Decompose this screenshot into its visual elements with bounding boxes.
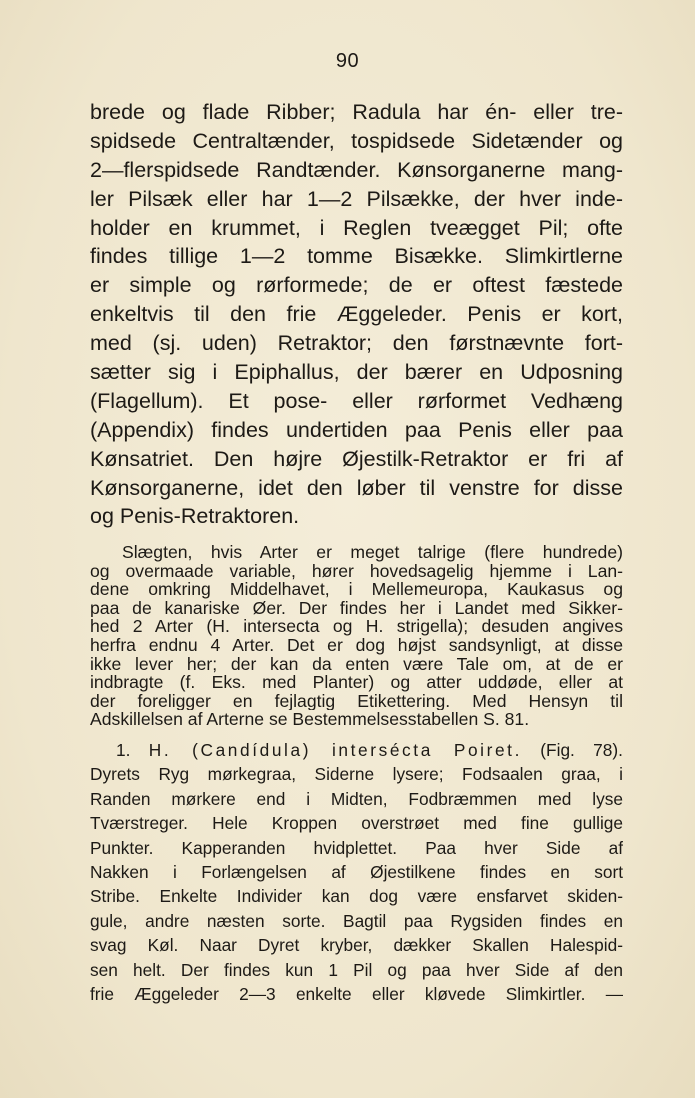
page-number: 90	[335, 50, 360, 72]
text-line: Nakken i Forlængelsen af Øjestilkene findes en sort	[90, 861, 623, 882]
text-line: gule, andre næsten sorte. Bagtil paa Rygsiden findes en	[90, 910, 623, 931]
figure-reference: (Fig. 78).	[540, 740, 623, 760]
text-line: herfra endnu 4 Arter. Det er dog højst sandsynligt, at disse	[90, 635, 623, 655]
text-line: findes tillige 1—2 tomme Bisække. Slimkirtlerne	[90, 244, 623, 269]
small-print-paragraph	[90, 543, 623, 729]
text-line: og Penis-Retraktoren.	[90, 504, 300, 529]
text-line: sen helt. Der findes kun 1 Pil og paa hver Side af den	[90, 959, 623, 980]
text-line: sætter sig i Epiphallus, der bærer en Udposning	[90, 360, 623, 385]
text-line: er simple og rørformede; de er oftest fæstede	[90, 273, 623, 298]
text-line: Punkter. Kapperanden hvidplettet. Paa hver Side af	[90, 837, 623, 858]
text-line: der foreligger en fejlagtig Etikettering. Med Hensyn til	[90, 691, 623, 711]
text-line: og overmaade variable, hører hovedsagelig hjemme i Lan-	[90, 561, 623, 581]
text-line: Randen mørkere end i Midten, Fodbræmmen med lyse	[90, 788, 623, 809]
text-line: dene omkring Middelhavet, i Mellemeuropa, Kaukasus og	[90, 580, 623, 599]
text-line: enkeltvis til den frie Æggeleder. Penis er kort,	[90, 302, 623, 327]
text-line: hed 2 Arter (H. intersecta og H. strigella); desuden angives	[90, 617, 623, 636]
text-line: (Appendix) findes undertiden paa Penis eller paa	[90, 417, 623, 442]
text-line: ler Pilsæk eller har 1—2 Pilsække, der hver inde-	[90, 186, 623, 211]
text-line: paa de kanariske Øer. Der findes her i Landet med Sikker-	[90, 598, 623, 618]
text-line: Kønsatriet. Den højre Øjestilk-Retraktor er fri af	[90, 446, 623, 471]
text-line: brede og flade Ribber; Radula har én- eller tre-	[90, 100, 623, 124]
text-line: Dyrets Ryg mørkegraa, Siderne lysere; Fodsaalen graa, i	[90, 764, 623, 785]
text-line: indbragte (f. Eks. med Planter) og atter uddøde, eller at	[90, 673, 623, 692]
text-line: Adskillelsen af Arterne se Bestemmelsesstabellen S. 81.	[90, 710, 530, 729]
text-line: Kønsorganerne, idet den løber til venstre for disse	[90, 475, 623, 500]
text-line: holder en krummet, i Reglen tveægget Pil; ofte	[90, 215, 623, 240]
species-heading	[90, 738, 623, 762]
text-line: (Flagellum). Et pose- eller rørformet Vedhæng	[90, 388, 623, 413]
text-line: Slægten, hvis Arter er meget talrige (flere hundrede)	[122, 543, 623, 562]
text-line: Stribe. Enkelte Individer kan dog være ensfarvet skiden-	[90, 886, 623, 907]
text-line: svag Køl. Naar Dyret kryber, dækker Skallen Halespid-	[90, 935, 623, 956]
text-line: Tværstreger. Hele Kroppen overstrøet med fine gullige	[90, 813, 623, 834]
main-paragraph	[90, 98, 623, 531]
text-line: spidsede Centraltænder, tospidsede Sidetænder og	[90, 128, 623, 153]
text-line: 2—flerspidsede Randtænder. Kønsorganerne mang-	[90, 157, 623, 182]
text-line: ikke lever her; der kan da enten være Tale om, at de er	[90, 654, 623, 674]
text-line: frie Æggeleder 2—3 enkelte eller kløvede Slimkirtler. —	[90, 983, 623, 1004]
text-line: med (sj. uden) Retraktor; den førstnævnte fort-	[90, 331, 623, 356]
species-entry	[90, 738, 623, 1006]
species-number: 1.	[116, 740, 131, 760]
species-name: H. (Candídula) intersécta Poiret.	[148, 740, 522, 760]
